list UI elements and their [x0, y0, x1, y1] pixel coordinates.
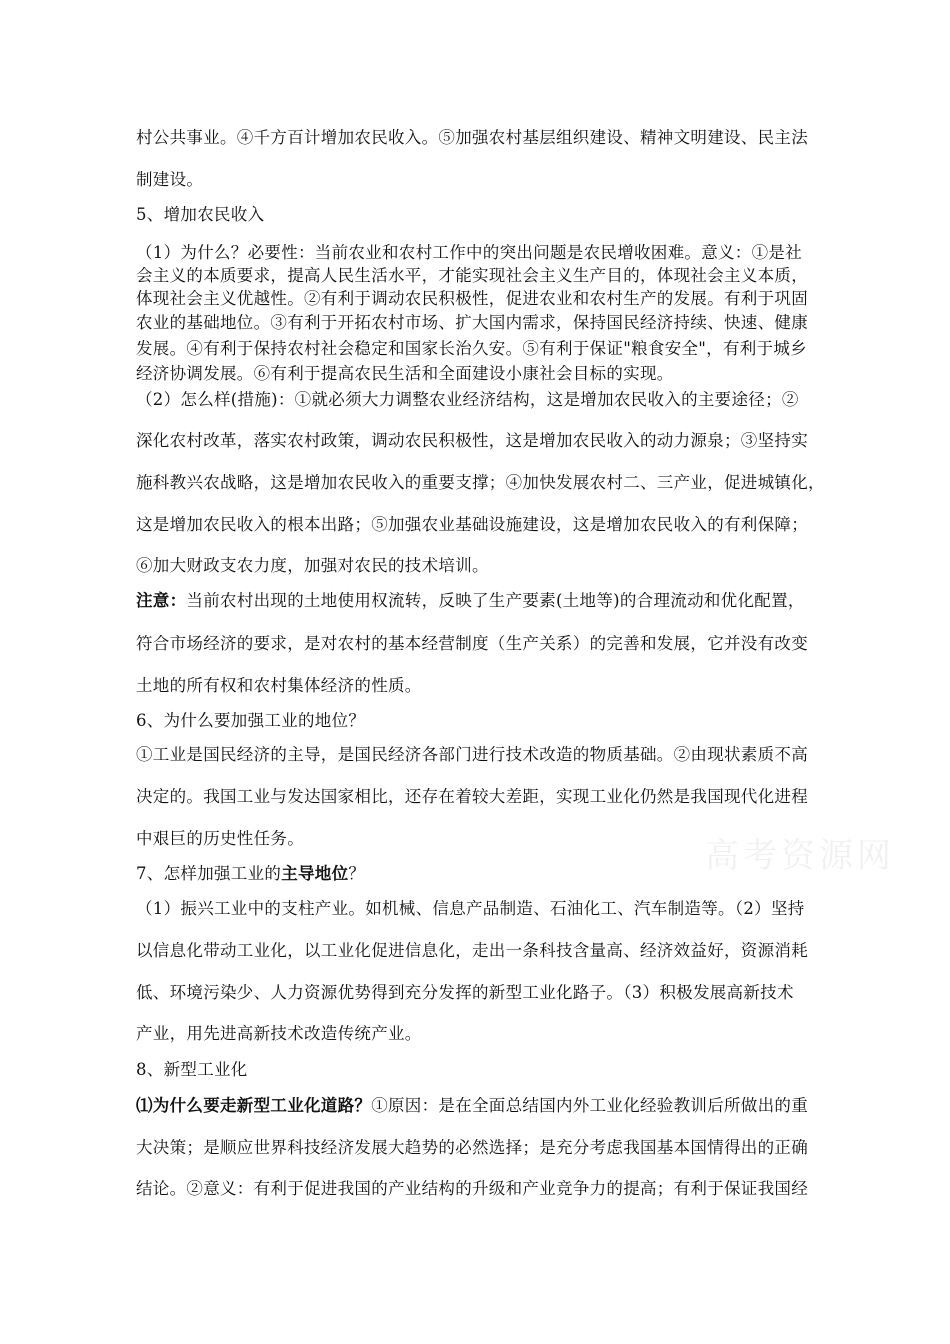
text-line: 决定的。我国工业与发达国家相比，还存在着较大差距，实现工业化仍然是我国现代化进程: [136, 787, 808, 806]
text-line: 经济协调发展。⑥有利于提高农民生活和全面建设小康社会目标的实现。: [136, 364, 674, 383]
text-line: 施科教兴农战略，这是增加农民收入的重要支撑；④加快发展农村二、三产业，促进城镇化，: [136, 473, 825, 492]
text-line: ①工业是国民经济的主导，是国民经济各部门进行技术改造的物质基础。②由现状素质不高: [136, 745, 808, 764]
section-heading: 6、为什么要加强工业的地位？: [136, 711, 366, 730]
text-line: ⑴为什么要走新型工业化道路？①原因：是在全面总结国内外工业化经验教训后所做出的重: [136, 1096, 809, 1115]
note-line: 土地的所有权和农村集体经济的性质。: [136, 676, 422, 695]
text-line: 低、环境污染少、人力资源优势得到充分发挥的新型工业化路子。（3）积极发展高新技术: [136, 983, 794, 1002]
section-heading: 5、增加农民收入: [136, 205, 265, 224]
watermark: 高考资源网: [705, 836, 895, 876]
text-line: （2）怎么样(措施)：①就必须大力调整农业经济结构，这是增加农民收入的主要途径；②: [136, 390, 799, 409]
q8-question: ⑴为什么要走新型工业化道路？: [136, 1096, 372, 1115]
text-line: 村公共事业。④千方百计增加农民收入。⑤加强农村基层组织建设、精神文明建设、民主法: [136, 128, 808, 147]
text-line: 大决策；是顺应世界科技经济发展大趋势的必然选择；是充分考虑我国基本国情得出的正确: [136, 1138, 808, 1157]
note-line: 注意：当前农村出现的土地使用权流转，反映了生产要素(土地等)的合理流动和优化配置，: [136, 591, 805, 610]
text-line: 结论。②意义：有利于促进我国的产业结构的升级和产业竞争力的提高；有利于保证我国经: [136, 1179, 808, 1198]
section-heading: 8、新型工业化: [136, 1060, 248, 1079]
text-line: 深化农村改革，落实农村政策，调动农民积极性，这是增加农民收入的动力源泉；③坚持实: [136, 431, 808, 450]
text-line: （1）振兴工业中的支柱产业。如机械、信息产品制造、石油化工、汽车制造等。（2）坚持: [136, 899, 805, 918]
text-line: 农业的基础地位。③有利于开拓农村市场、扩大国内需求，保持国民经济持续、快速、健康: [136, 313, 808, 332]
section-heading: 7、怎样加强工业的主导地位？: [136, 864, 366, 883]
text-line: 发展。④有利于保持农村社会稳定和国家长治久安。⑤有利于保证"粮食安全"，有利于城乡: [136, 339, 807, 358]
note-line: 符合市场经济的要求，是对农村的基本经营制度（生产关系）的完善和发展，它并没有改变: [136, 634, 808, 653]
text-line: 会主义的本质要求，提高人民生活水平，才能实现社会主义生产目的，体现社会主义本质，: [136, 266, 808, 285]
text-line: 产业，用先进高新技术改造传统产业。: [136, 1024, 422, 1043]
note-label: 注意：: [136, 591, 187, 610]
text-line: 这是增加农民收入的根本出路；⑤加强农业基础设施建设，这是增加农民收入的有利保障；: [136, 515, 808, 534]
text-line: 体现社会主义优越性。②有利于调动农民积极性，促进农业和农村生产的发展。有利于巩固: [136, 289, 808, 308]
text-line: 中艰巨的历史性任务。: [136, 829, 304, 848]
text-line: 以信息化带动工业化，以工业化促进信息化，走出一条科技含量高、经济效益好，资源消耗: [136, 941, 808, 960]
text-line: （1）为什么？必要性：当前农业和农村工作中的突出问题是农民增收困难。意义：①是社: [136, 243, 802, 262]
text-line: 制建设。: [136, 170, 204, 189]
text-line: ⑥加大财政支农力度，加强对农民的技术培训。: [136, 556, 489, 575]
